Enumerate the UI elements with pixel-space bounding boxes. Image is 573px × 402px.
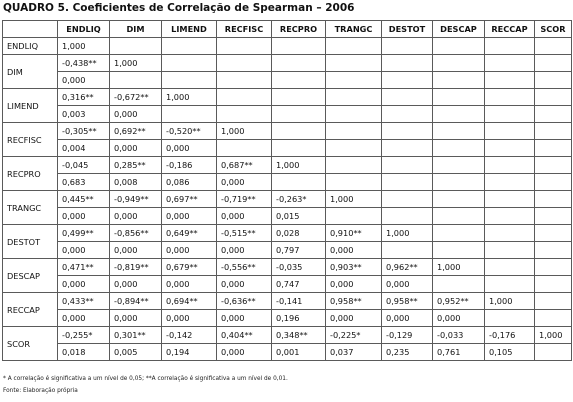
- significance-row: [3, 72, 572, 89]
- significance-cell: [382, 106, 433, 123]
- coefficient-cell: 0,316**: [58, 89, 110, 106]
- significance-cell: [326, 106, 382, 123]
- significance-cell: [535, 174, 572, 191]
- coefficient-cell: 0,028: [272, 225, 326, 242]
- significance-row: [3, 208, 572, 225]
- coefficient-cell: [535, 293, 572, 310]
- column-header: ENDLIQ: [58, 21, 110, 38]
- significance-cell: [535, 208, 572, 225]
- significance-cell: 0,018: [58, 344, 110, 361]
- significance-cell: 0,000: [326, 242, 382, 259]
- coefficient-cell: -0,819**: [110, 259, 162, 276]
- significance-cell: [382, 242, 433, 259]
- coefficient-cell: [535, 191, 572, 208]
- coefficient-cell: -0,515**: [217, 225, 272, 242]
- coefficient-cell: [485, 38, 535, 55]
- coefficient-cell: -0,636**: [217, 293, 272, 310]
- coefficient-cell: -0,263*: [272, 191, 326, 208]
- significance-cell: 0,000: [58, 242, 110, 259]
- coefficient-cell: [326, 123, 382, 140]
- coefficient-cell: [433, 38, 485, 55]
- coefficient-cell: [433, 55, 485, 72]
- coefficient-cell: 0,903**: [326, 259, 382, 276]
- column-header: RECPRO: [272, 21, 326, 38]
- coefficient-cell: -0,045: [58, 157, 110, 174]
- coefficient-row: [3, 225, 572, 242]
- significance-cell: 0,000: [58, 310, 110, 327]
- significance-cell: [485, 242, 535, 259]
- significance-cell: [433, 140, 485, 157]
- coefficient-cell: [272, 38, 326, 55]
- significance-cell: 0,000: [110, 140, 162, 157]
- significance-cell: [433, 208, 485, 225]
- significance-cell: [485, 140, 535, 157]
- coefficient-row: [3, 38, 572, 55]
- significance-cell: 0,194: [162, 344, 217, 361]
- coefficient-row: [3, 327, 572, 344]
- coefficient-cell: 0,445**: [58, 191, 110, 208]
- column-header: SCOR: [535, 21, 572, 38]
- significance-cell: 0,037: [326, 344, 382, 361]
- coefficient-cell: [326, 55, 382, 72]
- coefficient-cell: 0,958**: [326, 293, 382, 310]
- coefficient-cell: [433, 89, 485, 106]
- significance-cell: [535, 106, 572, 123]
- row-label: ENDLIQ: [3, 38, 58, 55]
- coefficient-cell: -0,520**: [162, 123, 217, 140]
- table-title: QUADRO 5. Coeficientes de Correlação de Spearman – 2006: [3, 2, 355, 14]
- footnote: * A correlação é significativa a um nível de 0,05; **A correlação é significativa a um nível de 0,01.: [3, 376, 288, 382]
- significance-cell: [217, 140, 272, 157]
- significance-cell: 0,000: [110, 106, 162, 123]
- significance-cell: [535, 276, 572, 293]
- coefficient-cell: -0,556**: [217, 259, 272, 276]
- coefficient-cell: -0,255*: [58, 327, 110, 344]
- coefficient-cell: [162, 55, 217, 72]
- coefficient-cell: 0,348**: [272, 327, 326, 344]
- header-row: [3, 21, 572, 38]
- coefficient-cell: [217, 55, 272, 72]
- significance-row: [3, 310, 572, 327]
- significance-row: [3, 140, 572, 157]
- significance-cell: [326, 174, 382, 191]
- significance-row: [3, 106, 572, 123]
- coefficient-cell: 1,000: [217, 123, 272, 140]
- coefficient-cell: [272, 89, 326, 106]
- significance-cell: 0,000: [162, 140, 217, 157]
- coefficient-cell: [535, 259, 572, 276]
- row-label: DESTOT: [3, 225, 58, 259]
- significance-cell: [535, 140, 572, 157]
- coefficient-cell: 1,000: [535, 327, 572, 344]
- coefficient-cell: -0,305**: [58, 123, 110, 140]
- significance-cell: 0,761: [433, 344, 485, 361]
- coefficient-cell: 0,471**: [58, 259, 110, 276]
- coefficient-cell: 0,649**: [162, 225, 217, 242]
- coefficient-cell: [382, 89, 433, 106]
- significance-cell: 0,235: [382, 344, 433, 361]
- significance-cell: 0,000: [110, 242, 162, 259]
- coefficient-cell: [382, 157, 433, 174]
- coefficient-row: [3, 89, 572, 106]
- coefficient-cell: [535, 157, 572, 174]
- significance-cell: [485, 174, 535, 191]
- significance-cell: 0,747: [272, 276, 326, 293]
- significance-cell: 0,015: [272, 208, 326, 225]
- column-header: LIMEND: [162, 21, 217, 38]
- significance-cell: 0,000: [58, 72, 110, 89]
- significance-cell: [382, 208, 433, 225]
- coefficient-cell: [433, 157, 485, 174]
- significance-cell: [485, 310, 535, 327]
- significance-row: [3, 276, 572, 293]
- coefficient-cell: 1,000: [326, 191, 382, 208]
- coefficient-row: [3, 157, 572, 174]
- coefficient-cell: -0,035: [272, 259, 326, 276]
- significance-cell: [535, 310, 572, 327]
- coefficient-cell: 1,000: [485, 293, 535, 310]
- row-label: RECFISC: [3, 123, 58, 157]
- significance-cell: 0,105: [485, 344, 535, 361]
- column-header: DESCAP: [433, 21, 485, 38]
- significance-cell: 0,000: [382, 276, 433, 293]
- significance-row: [3, 242, 572, 259]
- coefficient-cell: 0,962**: [382, 259, 433, 276]
- coefficient-cell: [326, 157, 382, 174]
- header-corner: [3, 21, 58, 38]
- coefficient-cell: -0,856**: [110, 225, 162, 242]
- coefficient-cell: [272, 55, 326, 72]
- significance-cell: [485, 208, 535, 225]
- source-note: Fonte: Elaboração própria: [3, 388, 78, 394]
- coefficient-cell: [110, 38, 162, 55]
- significance-cell: [382, 140, 433, 157]
- coefficient-cell: -0,033: [433, 327, 485, 344]
- coefficient-cell: [272, 123, 326, 140]
- significance-cell: [535, 344, 572, 361]
- coefficient-cell: -0,225*: [326, 327, 382, 344]
- coefficient-row: [3, 259, 572, 276]
- coefficient-cell: 0,697**: [162, 191, 217, 208]
- significance-cell: 0,003: [58, 106, 110, 123]
- significance-cell: 0,000: [217, 344, 272, 361]
- significance-cell: [433, 242, 485, 259]
- coefficient-cell: [535, 55, 572, 72]
- coefficient-row: [3, 191, 572, 208]
- significance-cell: 0,008: [110, 174, 162, 191]
- row-label: TRANGC: [3, 191, 58, 225]
- significance-cell: 0,004: [58, 140, 110, 157]
- coefficient-cell: 1,000: [382, 225, 433, 242]
- significance-cell: [326, 140, 382, 157]
- significance-row: [3, 174, 572, 191]
- significance-cell: 0,000: [326, 276, 382, 293]
- significance-cell: 0,000: [217, 276, 272, 293]
- significance-cell: 0,000: [162, 310, 217, 327]
- coefficient-cell: [485, 225, 535, 242]
- significance-cell: 0,000: [217, 242, 272, 259]
- significance-cell: [217, 72, 272, 89]
- significance-cell: 0,000: [433, 310, 485, 327]
- row-label: DESCAP: [3, 259, 58, 293]
- coefficient-cell: -0,141: [272, 293, 326, 310]
- significance-cell: [326, 208, 382, 225]
- significance-cell: 0,000: [58, 276, 110, 293]
- significance-cell: 0,001: [272, 344, 326, 361]
- coefficient-cell: [382, 55, 433, 72]
- coefficient-cell: -0,438**: [58, 55, 110, 72]
- coefficient-cell: 0,958**: [382, 293, 433, 310]
- coefficient-cell: [433, 225, 485, 242]
- significance-cell: [382, 72, 433, 89]
- coefficient-cell: 0,499**: [58, 225, 110, 242]
- significance-cell: [535, 242, 572, 259]
- coefficient-cell: -0,672**: [110, 89, 162, 106]
- coefficient-cell: [382, 38, 433, 55]
- coefficient-cell: [433, 123, 485, 140]
- significance-row: [3, 344, 572, 361]
- coefficient-cell: 0,694**: [162, 293, 217, 310]
- coefficient-cell: [535, 89, 572, 106]
- significance-cell: 0,000: [162, 208, 217, 225]
- significance-cell: 0,797: [272, 242, 326, 259]
- column-header: RECCAP: [485, 21, 535, 38]
- coefficient-cell: [382, 123, 433, 140]
- significance-cell: [433, 72, 485, 89]
- significance-cell: 0,000: [58, 208, 110, 225]
- significance-cell: [433, 276, 485, 293]
- coefficient-cell: [535, 38, 572, 55]
- coefficient-cell: 0,910**: [326, 225, 382, 242]
- column-header: TRANGC: [326, 21, 382, 38]
- significance-cell: [485, 106, 535, 123]
- row-label: DIM: [3, 55, 58, 89]
- significance-cell: 0,683: [58, 174, 110, 191]
- significance-cell: [272, 72, 326, 89]
- coefficient-cell: 0,692**: [110, 123, 162, 140]
- coefficient-cell: 0,404**: [217, 327, 272, 344]
- row-label: RECPRO: [3, 157, 58, 191]
- row-label: SCOR: [3, 327, 58, 361]
- coefficient-cell: 0,433**: [58, 293, 110, 310]
- coefficient-cell: [535, 225, 572, 242]
- significance-cell: 0,005: [110, 344, 162, 361]
- coefficient-cell: [485, 157, 535, 174]
- coefficient-cell: -0,894**: [110, 293, 162, 310]
- significance-cell: 0,000: [382, 310, 433, 327]
- coefficient-cell: [485, 89, 535, 106]
- coefficient-cell: [433, 191, 485, 208]
- coefficient-cell: [485, 191, 535, 208]
- significance-cell: [162, 72, 217, 89]
- significance-cell: 0,000: [217, 174, 272, 191]
- coefficient-cell: [162, 38, 217, 55]
- significance-cell: [162, 106, 217, 123]
- significance-cell: 0,086: [162, 174, 217, 191]
- coefficient-cell: [217, 38, 272, 55]
- coefficient-cell: [326, 89, 382, 106]
- coefficient-cell: [217, 89, 272, 106]
- column-header: DESTOT: [382, 21, 433, 38]
- coefficient-cell: [485, 259, 535, 276]
- coefficient-cell: 0,301**: [110, 327, 162, 344]
- coefficient-cell: -0,186: [162, 157, 217, 174]
- coefficient-cell: 1,000: [272, 157, 326, 174]
- coefficient-cell: [535, 123, 572, 140]
- column-header: DIM: [110, 21, 162, 38]
- coefficient-row: [3, 123, 572, 140]
- significance-cell: 0,000: [162, 276, 217, 293]
- coefficient-cell: -0,142: [162, 327, 217, 344]
- coefficient-cell: 0,285**: [110, 157, 162, 174]
- coefficient-row: [3, 55, 572, 72]
- coefficient-cell: -0,949**: [110, 191, 162, 208]
- coefficient-cell: -0,129: [382, 327, 433, 344]
- coefficient-cell: 0,679**: [162, 259, 217, 276]
- significance-cell: 0,000: [217, 208, 272, 225]
- coefficient-cell: -0,719**: [217, 191, 272, 208]
- significance-cell: [326, 72, 382, 89]
- significance-cell: 0,000: [110, 276, 162, 293]
- significance-cell: [433, 106, 485, 123]
- correlation-table: [2, 20, 572, 361]
- significance-cell: 0,196: [272, 310, 326, 327]
- row-label: LIMEND: [3, 89, 58, 123]
- coefficient-cell: 1,000: [58, 38, 110, 55]
- coefficient-cell: -0,176: [485, 327, 535, 344]
- coefficient-cell: [326, 38, 382, 55]
- coefficient-cell: [485, 123, 535, 140]
- coefficient-cell: 1,000: [162, 89, 217, 106]
- column-header: RECFISC: [217, 21, 272, 38]
- coefficient-cell: 0,952**: [433, 293, 485, 310]
- significance-cell: 0,000: [110, 310, 162, 327]
- significance-cell: [272, 106, 326, 123]
- coefficient-cell: 0,687**: [217, 157, 272, 174]
- coefficient-cell: 1,000: [433, 259, 485, 276]
- coefficient-cell: 1,000: [110, 55, 162, 72]
- significance-cell: [110, 72, 162, 89]
- significance-cell: 0,000: [326, 310, 382, 327]
- significance-cell: [433, 174, 485, 191]
- significance-cell: [485, 276, 535, 293]
- significance-cell: 0,000: [162, 242, 217, 259]
- significance-cell: [535, 72, 572, 89]
- coefficient-cell: [382, 191, 433, 208]
- coefficient-row: [3, 293, 572, 310]
- significance-cell: [217, 106, 272, 123]
- row-label: RECCAP: [3, 293, 58, 327]
- coefficient-cell: [485, 55, 535, 72]
- significance-cell: [485, 72, 535, 89]
- significance-cell: [382, 174, 433, 191]
- significance-cell: 0,000: [217, 310, 272, 327]
- significance-cell: 0,000: [110, 208, 162, 225]
- significance-cell: [272, 174, 326, 191]
- significance-cell: [272, 140, 326, 157]
